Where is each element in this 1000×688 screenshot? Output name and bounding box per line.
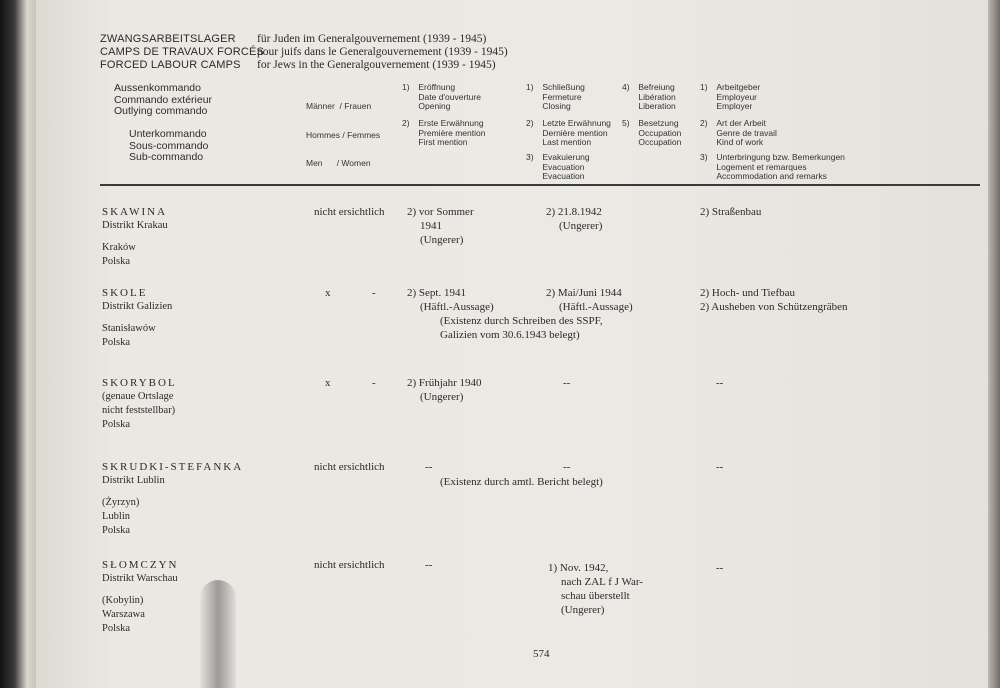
col-work-de: Art der Arbeit — [716, 118, 766, 128]
entry-location: Polska — [102, 256, 131, 267]
open-line: (Ungerer) — [420, 234, 464, 246]
col-acc-fr: Logement et remarques — [716, 161, 807, 172]
entry-men-women: nicht ersichtlich — [314, 461, 385, 473]
col-open-de: Eröffnung — [418, 82, 456, 92]
sub-en: Sub-commando — [129, 151, 204, 163]
col-work-num: 2) — [700, 118, 708, 128]
subtitle-de: für Juden im Generalgouvernement (1939 - 1945) — [257, 33, 487, 45]
entry-location: Kraków — [102, 242, 136, 253]
header-col-close — [526, 83, 585, 112]
col-first-fr: Première mention — [418, 127, 486, 138]
entry-open — [407, 286, 494, 314]
entry-open: -- — [425, 461, 433, 473]
header-rule — [100, 184, 980, 186]
title-de: ZWANGSARBEITSLAGER — [100, 33, 236, 45]
col-emp-num: 1) — [700, 82, 708, 92]
col-emp-de: Arbeitgeber — [716, 82, 761, 92]
close-line: (Ungerer) — [559, 220, 603, 232]
col-first-num: 2) — [402, 118, 410, 128]
entry-location: (genaue Ortslage — [102, 391, 174, 402]
open-line: 1941 — [420, 220, 442, 232]
entry-men-women: nicht ersichtlich — [314, 559, 385, 571]
book-edge-right — [988, 0, 1000, 688]
remarks-line: 2) Ausheben von Schützengräben — [700, 301, 848, 313]
col-evac-num: 3) — [526, 152, 534, 162]
mw-en: Men / Women — [306, 158, 371, 168]
header-sub — [129, 129, 208, 164]
close-line: 1) Nov. 1942, — [548, 562, 609, 574]
open-line: 2) Frühjahr 1940 — [407, 377, 482, 389]
entry-location: Warszawa — [102, 609, 145, 620]
col-evac-fr: Evacuation — [542, 161, 585, 172]
entry-location: nicht feststellbar) — [102, 405, 176, 416]
col-close-fr: Fermeture — [542, 91, 582, 102]
header-col-last — [526, 119, 611, 148]
col-occ-en: Occupation — [638, 137, 682, 147]
close-line: (Häftl.-Aussage) — [559, 301, 633, 313]
outlying-en: Outlying commando — [114, 105, 208, 117]
entry-location: Polska — [102, 419, 131, 430]
note-line: Galizien vom 30.6.1943 belegt) — [440, 329, 580, 341]
header-col-evac — [526, 153, 590, 182]
col-work-fr: Genre de travail — [716, 127, 777, 138]
entry-skrudki-stefanka — [102, 460, 243, 538]
col-open-num: 1) — [402, 82, 410, 92]
page-number: 574 — [533, 648, 550, 660]
col-acc-en: Accommodation and remarks — [716, 171, 827, 181]
header-subtitle — [257, 33, 508, 72]
entry-location: Polska — [102, 525, 131, 536]
col-last-fr: Dernière mention — [542, 127, 608, 138]
col-close-en: Closing — [542, 101, 571, 111]
header-col-first — [402, 119, 485, 148]
entry-men-women: nicht ersichtlich — [314, 206, 385, 218]
entry-men-mark: x — [325, 377, 331, 389]
entry-name: SKRUDKI-STEFANKA — [102, 461, 244, 473]
title-en: FORCED LABOUR CAMPS — [100, 59, 241, 71]
entry-location: Distrikt Lublin — [102, 475, 165, 486]
subtitle-en: for Jews in the Generalgouvernement (1939 - 1945) — [257, 59, 496, 71]
col-lib-en: Liberation — [638, 101, 676, 111]
entry-close — [546, 205, 602, 233]
spacer — [102, 586, 179, 594]
col-occ-fr: Occupation — [638, 127, 682, 138]
entry-location: Stanisławów — [102, 323, 156, 334]
entry-note: (Existenz durch amtl. Bericht belegt) — [440, 476, 603, 488]
entry-slomczyn — [102, 558, 179, 636]
entry-skawina — [102, 205, 168, 269]
col-first-de: Erste Erwähnung — [418, 118, 484, 128]
entry-name: SKAWINA — [102, 206, 168, 218]
open-line: (Häftl.-Aussage) — [420, 301, 494, 313]
close-line: 2) Mai/Juni 1944 — [546, 287, 622, 299]
close-line: 2) 21.8.1942 — [546, 206, 602, 218]
col-evac-en: Evacuation — [542, 171, 585, 181]
entry-remarks: -- — [716, 562, 724, 574]
close-line: schau überstellt — [561, 590, 630, 602]
header-title — [100, 33, 264, 72]
entry-remarks: 2) Straßenbau — [700, 206, 762, 218]
mw-de: Männer / Frauen — [306, 101, 372, 111]
col-open-en: Opening — [418, 101, 451, 111]
col-lib-de: Befreiung — [638, 82, 675, 92]
col-lib-fr: Libération — [638, 91, 676, 102]
header-men-women — [306, 83, 380, 178]
remarks-line: 2) Hoch- und Tiefbau — [700, 287, 796, 299]
col-close-num: 1) — [526, 82, 534, 92]
entry-skorybol — [102, 376, 177, 432]
col-evac-de: Evakuierung — [542, 152, 590, 162]
entry-remarks — [700, 286, 848, 314]
entry-remarks: -- — [716, 461, 724, 473]
col-occ-num: 5) — [622, 118, 630, 128]
entry-location: Polska — [102, 623, 131, 634]
entry-location: Distrikt Warschau — [102, 573, 178, 584]
entry-women-mark: - — [372, 287, 376, 299]
spacer — [102, 314, 172, 322]
entry-location: Lublin — [102, 511, 130, 522]
header-col-occ — [622, 119, 681, 148]
col-emp-fr: Employeur — [716, 91, 758, 102]
note-line: (Existenz durch Schreiben des SSPF, — [440, 315, 603, 327]
col-emp-en: Employer — [716, 101, 753, 111]
header-col-lib — [622, 83, 676, 112]
col-close-de: Schließung — [542, 82, 585, 92]
entry-close: -- — [563, 377, 571, 389]
entry-location: (Kobylin) — [102, 595, 144, 606]
col-lib-num: 4) — [622, 82, 630, 92]
col-acc-de: Unterbringung bzw. Bemerkungen — [716, 152, 845, 162]
book-edge-left — [0, 0, 36, 688]
entry-open — [407, 205, 474, 247]
entry-location: Polska — [102, 337, 131, 348]
entry-skole — [102, 286, 172, 350]
header-col-emp — [700, 83, 760, 112]
mw-fr: Hommes / Femmes — [306, 129, 381, 140]
header-col-open — [402, 83, 481, 112]
title-fr: CAMPS DE TRAVAUX FORCÉS — [100, 46, 265, 58]
close-line: (Ungerer) — [561, 604, 605, 616]
col-acc-num: 3) — [700, 152, 708, 162]
entry-close: -- — [563, 461, 571, 473]
close-line: nach ZAL f J War- — [561, 576, 643, 588]
open-line: (Ungerer) — [420, 391, 464, 403]
entry-location: (Żyrzyn) — [102, 497, 140, 508]
col-occ-de: Besetzung — [638, 118, 679, 128]
entry-note — [440, 314, 603, 342]
page-clip-shadow — [200, 580, 236, 688]
entry-women-mark: - — [372, 377, 376, 389]
sub-fr: Sous-commando — [129, 139, 209, 152]
outlying-fr: Commando extérieur — [114, 93, 213, 106]
header-col-acc — [700, 153, 845, 182]
entry-location: Distrikt Galizien — [102, 301, 173, 312]
entry-close — [548, 561, 643, 617]
entry-name: SŁOMCZYN — [102, 559, 179, 571]
entry-name: SKOLE — [102, 287, 148, 299]
header-col-work — [700, 119, 777, 148]
col-last-de: Letzte Erwähnung — [542, 118, 611, 128]
col-work-en: Kind of work — [716, 137, 764, 147]
entry-open — [407, 376, 482, 404]
header-outlying — [114, 83, 212, 118]
sub-de: Unterkommando — [129, 128, 207, 140]
col-last-en: Last mention — [542, 137, 592, 147]
col-last-num: 2) — [526, 118, 534, 128]
entry-location: Distrikt Krakau — [102, 220, 168, 231]
outlying-de: Aussenkommando — [114, 82, 201, 94]
col-open-fr: Date d'ouverture — [418, 91, 481, 102]
spacer — [102, 233, 168, 241]
subtitle-fr: pour juifs dans le Generalgouvernement (1939 - 1945) — [257, 46, 508, 58]
entry-open: -- — [425, 559, 433, 571]
entry-close — [546, 286, 633, 314]
entry-men-mark: x — [325, 287, 331, 299]
open-line: 2) Sept. 1941 — [407, 287, 466, 299]
spacer — [102, 488, 243, 496]
entry-remarks: -- — [716, 377, 724, 389]
open-line: 2) vor Sommer — [407, 206, 474, 218]
col-first-en: First mention — [418, 137, 468, 147]
entry-name: SKORYBOL — [102, 377, 177, 389]
